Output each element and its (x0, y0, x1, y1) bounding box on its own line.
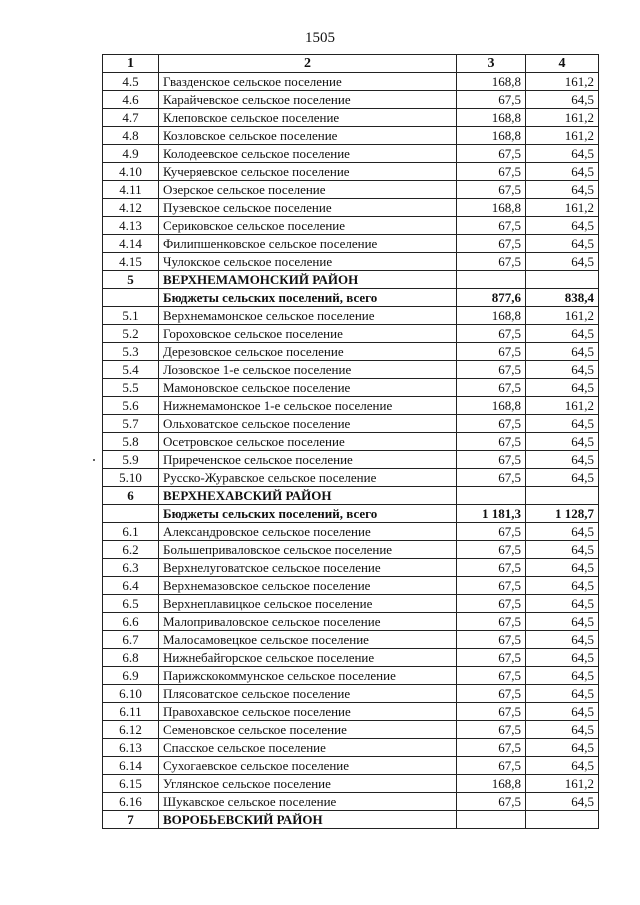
row-number-cell: 6.10 (103, 685, 159, 703)
row-col4-value: 64,5 (526, 703, 599, 721)
row-name-cell: Мамоновское сельское поселение (159, 379, 457, 397)
row-number-cell: 5.9 (103, 451, 159, 469)
row-number-cell: 5.2 (103, 325, 159, 343)
table-row (103, 451, 599, 469)
row-number-cell: 4.5 (103, 73, 159, 91)
row-col4-value: 64,5 (526, 613, 599, 631)
row-col3-value: 67,5 (457, 613, 526, 631)
row-col3-value: 168,8 (457, 775, 526, 793)
row-name-cell: Верхнемамонское сельское поселение (159, 307, 457, 325)
row-name-cell: Парижскокоммунское сельское поселение (159, 667, 457, 685)
row-name-cell: Озерское сельское поселение (159, 181, 457, 199)
table-row (103, 631, 599, 649)
table-row (103, 397, 599, 415)
row-number-cell: 6.13 (103, 739, 159, 757)
header-col-2: 2 (159, 55, 457, 73)
row-col3-value: 67,5 (457, 91, 526, 109)
table-row (103, 307, 599, 325)
table-row (103, 235, 599, 253)
header-row (103, 55, 599, 73)
row-name-cell: Приреченское сельское поселение (159, 451, 457, 469)
table-row (103, 721, 599, 739)
row-col4-value (526, 811, 599, 829)
row-col4-value: 64,5 (526, 379, 599, 397)
row-col3-value: 67,5 (457, 541, 526, 559)
table-row (103, 433, 599, 451)
row-number-cell: 6.16 (103, 793, 159, 811)
row-col4-value: 64,5 (526, 721, 599, 739)
table-row (103, 325, 599, 343)
row-number-cell: 5.1 (103, 307, 159, 325)
table-row (103, 217, 599, 235)
row-name-cell: Гвазденское сельское поселение (159, 73, 457, 91)
row-name-cell: Малосамовецкое сельское поселение (159, 631, 457, 649)
row-col4-value: 64,5 (526, 757, 599, 775)
row-col3-value: 67,5 (457, 649, 526, 667)
row-col4-value: 64,5 (526, 91, 599, 109)
row-number-cell: 4.13 (103, 217, 159, 235)
row-number-cell: 5 (103, 271, 159, 289)
row-number-cell (103, 505, 159, 523)
row-col4-value: 64,5 (526, 577, 599, 595)
row-col3-value: 67,5 (457, 325, 526, 343)
row-col3-value: 168,8 (457, 109, 526, 127)
table-row (103, 523, 599, 541)
row-col3-value: 67,5 (457, 667, 526, 685)
row-col3-value: 67,5 (457, 631, 526, 649)
row-col4-value: 64,5 (526, 325, 599, 343)
row-name-cell: Сухогаевское сельское поселение (159, 757, 457, 775)
table-header (103, 55, 599, 73)
row-name-cell: Кучеряевское сельское поселение (159, 163, 457, 181)
row-col3-value: 67,5 (457, 739, 526, 757)
row-number-cell: 6.2 (103, 541, 159, 559)
row-col4-value: 64,5 (526, 469, 599, 487)
row-name-cell: Верхнелуговатское сельское поселение (159, 559, 457, 577)
row-name-cell: Дерезовское сельское поселение (159, 343, 457, 361)
row-name-cell: Карайчевское сельское поселение (159, 91, 457, 109)
row-number-cell: 5.7 (103, 415, 159, 433)
row-col4-value (526, 271, 599, 289)
row-col4-value: 64,5 (526, 451, 599, 469)
row-name-cell: Бюджеты сельских поселений, всего (159, 289, 457, 307)
row-col4-value: 161,2 (526, 199, 599, 217)
table-row (103, 739, 599, 757)
row-name-cell: Филипшенковское сельское поселение (159, 235, 457, 253)
table-row (103, 595, 599, 613)
table-row (103, 649, 599, 667)
table-row (103, 163, 599, 181)
row-number-cell: 5.4 (103, 361, 159, 379)
row-name-cell: Семеновское сельское поселение (159, 721, 457, 739)
row-name-cell: Гороховское сельское поселение (159, 325, 457, 343)
row-col3-value: 877,6 (457, 289, 526, 307)
table-row (103, 73, 599, 91)
row-col4-value: 161,2 (526, 73, 599, 91)
row-name-cell: ВОРОБЬЕВСКИЙ РАЙОН (159, 811, 457, 829)
row-col3-value: 67,5 (457, 145, 526, 163)
row-col3-value: 67,5 (457, 253, 526, 271)
row-number-cell: 5.5 (103, 379, 159, 397)
row-col4-value: 64,5 (526, 631, 599, 649)
row-number-cell: 7 (103, 811, 159, 829)
row-col3-value: 1 181,3 (457, 505, 526, 523)
row-number-cell: 6.14 (103, 757, 159, 775)
row-name-cell: Козловское сельское поселение (159, 127, 457, 145)
district-row (103, 487, 599, 505)
row-number-cell: 6.11 (103, 703, 159, 721)
row-col4-value: 64,5 (526, 559, 599, 577)
total-row (103, 505, 599, 523)
row-col3-value: 67,5 (457, 559, 526, 577)
row-col4-value: 1 128,7 (526, 505, 599, 523)
row-col4-value: 64,5 (526, 523, 599, 541)
row-col4-value (526, 487, 599, 505)
scan-speck (93, 459, 95, 461)
row-number-cell: 4.15 (103, 253, 159, 271)
row-name-cell: Малоприваловское сельское поселение (159, 613, 457, 631)
row-col4-value: 64,5 (526, 415, 599, 433)
row-col3-value (457, 811, 526, 829)
table-row (103, 379, 599, 397)
row-name-cell: Русско-Журавское сельское поселение (159, 469, 457, 487)
table-row (103, 145, 599, 163)
row-col3-value: 67,5 (457, 379, 526, 397)
row-col4-value: 64,5 (526, 541, 599, 559)
row-number-cell: 5.10 (103, 469, 159, 487)
table-row (103, 559, 599, 577)
row-number-cell: 4.14 (103, 235, 159, 253)
row-col3-value: 67,5 (457, 757, 526, 775)
row-name-cell: Пузевское сельское поселение (159, 199, 457, 217)
row-name-cell: Углянское сельское поселение (159, 775, 457, 793)
header-col-4: 4 (526, 55, 599, 73)
row-col3-value: 67,5 (457, 217, 526, 235)
row-col4-value: 64,5 (526, 649, 599, 667)
row-number-cell: 5.3 (103, 343, 159, 361)
row-number-cell: 4.6 (103, 91, 159, 109)
table-row (103, 541, 599, 559)
table-row (103, 757, 599, 775)
row-name-cell: Нижнебайгорское сельское поселение (159, 649, 457, 667)
row-number-cell: 4.10 (103, 163, 159, 181)
row-col3-value: 67,5 (457, 415, 526, 433)
row-number-cell: 6.4 (103, 577, 159, 595)
row-col3-value: 67,5 (457, 685, 526, 703)
row-name-cell: Сериковское сельское поселение (159, 217, 457, 235)
row-col4-value: 64,5 (526, 343, 599, 361)
table-row (103, 127, 599, 145)
row-number-cell: 6.15 (103, 775, 159, 793)
row-col3-value: 67,5 (457, 181, 526, 199)
row-col4-value: 64,5 (526, 217, 599, 235)
row-number-cell: 4.8 (103, 127, 159, 145)
row-col4-value: 64,5 (526, 145, 599, 163)
table-row (103, 343, 599, 361)
table-row (103, 253, 599, 271)
row-col4-value: 64,5 (526, 181, 599, 199)
table-row (103, 415, 599, 433)
row-col3-value (457, 271, 526, 289)
row-number-cell: 5.6 (103, 397, 159, 415)
row-name-cell: Верхнемазовское сельское поселение (159, 577, 457, 595)
row-col3-value: 168,8 (457, 397, 526, 415)
row-name-cell: Осетровское сельское поселение (159, 433, 457, 451)
row-col3-value (457, 487, 526, 505)
district-row (103, 811, 599, 829)
row-col4-value: 64,5 (526, 595, 599, 613)
row-number-cell: 6.9 (103, 667, 159, 685)
row-col3-value: 67,5 (457, 451, 526, 469)
row-number-cell: 5.8 (103, 433, 159, 451)
row-col3-value: 168,8 (457, 199, 526, 217)
table-row (103, 181, 599, 199)
header-col-1: 1 (103, 55, 159, 73)
row-col3-value: 67,5 (457, 163, 526, 181)
row-col3-value: 67,5 (457, 595, 526, 613)
row-col4-value: 838,4 (526, 289, 599, 307)
row-number-cell: 6.7 (103, 631, 159, 649)
row-col3-value: 67,5 (457, 343, 526, 361)
row-col4-value: 64,5 (526, 685, 599, 703)
header-col-3: 3 (457, 55, 526, 73)
row-name-cell: ВЕРХНЕХАВСКИЙ РАЙОН (159, 487, 457, 505)
table-row (103, 109, 599, 127)
row-name-cell: Чулокское сельское поселение (159, 253, 457, 271)
row-number-cell: 4.9 (103, 145, 159, 163)
row-number-cell: 6.1 (103, 523, 159, 541)
row-col3-value: 67,5 (457, 433, 526, 451)
row-col4-value: 64,5 (526, 235, 599, 253)
row-col4-value: 64,5 (526, 739, 599, 757)
table-row (103, 469, 599, 487)
row-col3-value: 67,5 (457, 235, 526, 253)
row-col3-value: 67,5 (457, 793, 526, 811)
row-number-cell: 4.7 (103, 109, 159, 127)
row-col3-value: 67,5 (457, 703, 526, 721)
row-col3-value: 168,8 (457, 307, 526, 325)
table-row (103, 577, 599, 595)
table-row (103, 775, 599, 793)
row-number-cell: 6.8 (103, 649, 159, 667)
row-name-cell: Клеповское сельское поселение (159, 109, 457, 127)
row-name-cell: Большеприваловское сельское поселение (159, 541, 457, 559)
row-name-cell: Нижнемамонское 1-е сельское поселение (159, 397, 457, 415)
row-name-cell: Спасское сельское поселение (159, 739, 457, 757)
row-name-cell: Александровское сельское поселение (159, 523, 457, 541)
row-name-cell: Лозовское 1-е сельское поселение (159, 361, 457, 379)
table-row (103, 91, 599, 109)
row-name-cell: Плясоватское сельское поселение (159, 685, 457, 703)
budget-table (102, 54, 599, 829)
row-col4-value: 64,5 (526, 433, 599, 451)
row-col3-value: 67,5 (457, 523, 526, 541)
row-name-cell: Шукавское сельское поселение (159, 793, 457, 811)
row-number-cell: 4.12 (103, 199, 159, 217)
row-name-cell: Правохавское сельское поселение (159, 703, 457, 721)
row-col4-value: 64,5 (526, 163, 599, 181)
row-name-cell: Бюджеты сельских поселений, всего (159, 505, 457, 523)
row-number-cell: 6.12 (103, 721, 159, 739)
district-row (103, 271, 599, 289)
row-col4-value: 161,2 (526, 397, 599, 415)
row-name-cell: Колодеевское сельское поселение (159, 145, 457, 163)
row-col3-value: 67,5 (457, 721, 526, 739)
table-body (103, 73, 599, 829)
row-col4-value: 64,5 (526, 667, 599, 685)
row-col3-value: 168,8 (457, 73, 526, 91)
row-col4-value: 161,2 (526, 109, 599, 127)
row-name-cell: ВЕРХНЕМАМОНСКИЙ РАЙОН (159, 271, 457, 289)
row-col3-value: 67,5 (457, 361, 526, 379)
table-row (103, 613, 599, 631)
row-col3-value: 168,8 (457, 127, 526, 145)
row-number-cell (103, 289, 159, 307)
row-number-cell: 6.3 (103, 559, 159, 577)
table-row (103, 361, 599, 379)
table-row (103, 667, 599, 685)
total-row (103, 289, 599, 307)
row-col3-value: 67,5 (457, 469, 526, 487)
table-row (103, 793, 599, 811)
row-name-cell: Верхнеплавицкое сельское поселение (159, 595, 457, 613)
row-col4-value: 64,5 (526, 253, 599, 271)
table-row (103, 199, 599, 217)
row-number-cell: 6.6 (103, 613, 159, 631)
row-col4-value: 161,2 (526, 307, 599, 325)
row-col4-value: 64,5 (526, 361, 599, 379)
page-number: 1505 (305, 30, 335, 46)
row-col3-value: 67,5 (457, 577, 526, 595)
row-col4-value: 161,2 (526, 775, 599, 793)
row-name-cell: Ольховатское сельское поселение (159, 415, 457, 433)
table-row (103, 685, 599, 703)
table-row (103, 703, 599, 721)
row-col4-value: 64,5 (526, 793, 599, 811)
row-number-cell: 6 (103, 487, 159, 505)
row-number-cell: 4.11 (103, 181, 159, 199)
row-number-cell: 6.5 (103, 595, 159, 613)
row-col4-value: 161,2 (526, 127, 599, 145)
